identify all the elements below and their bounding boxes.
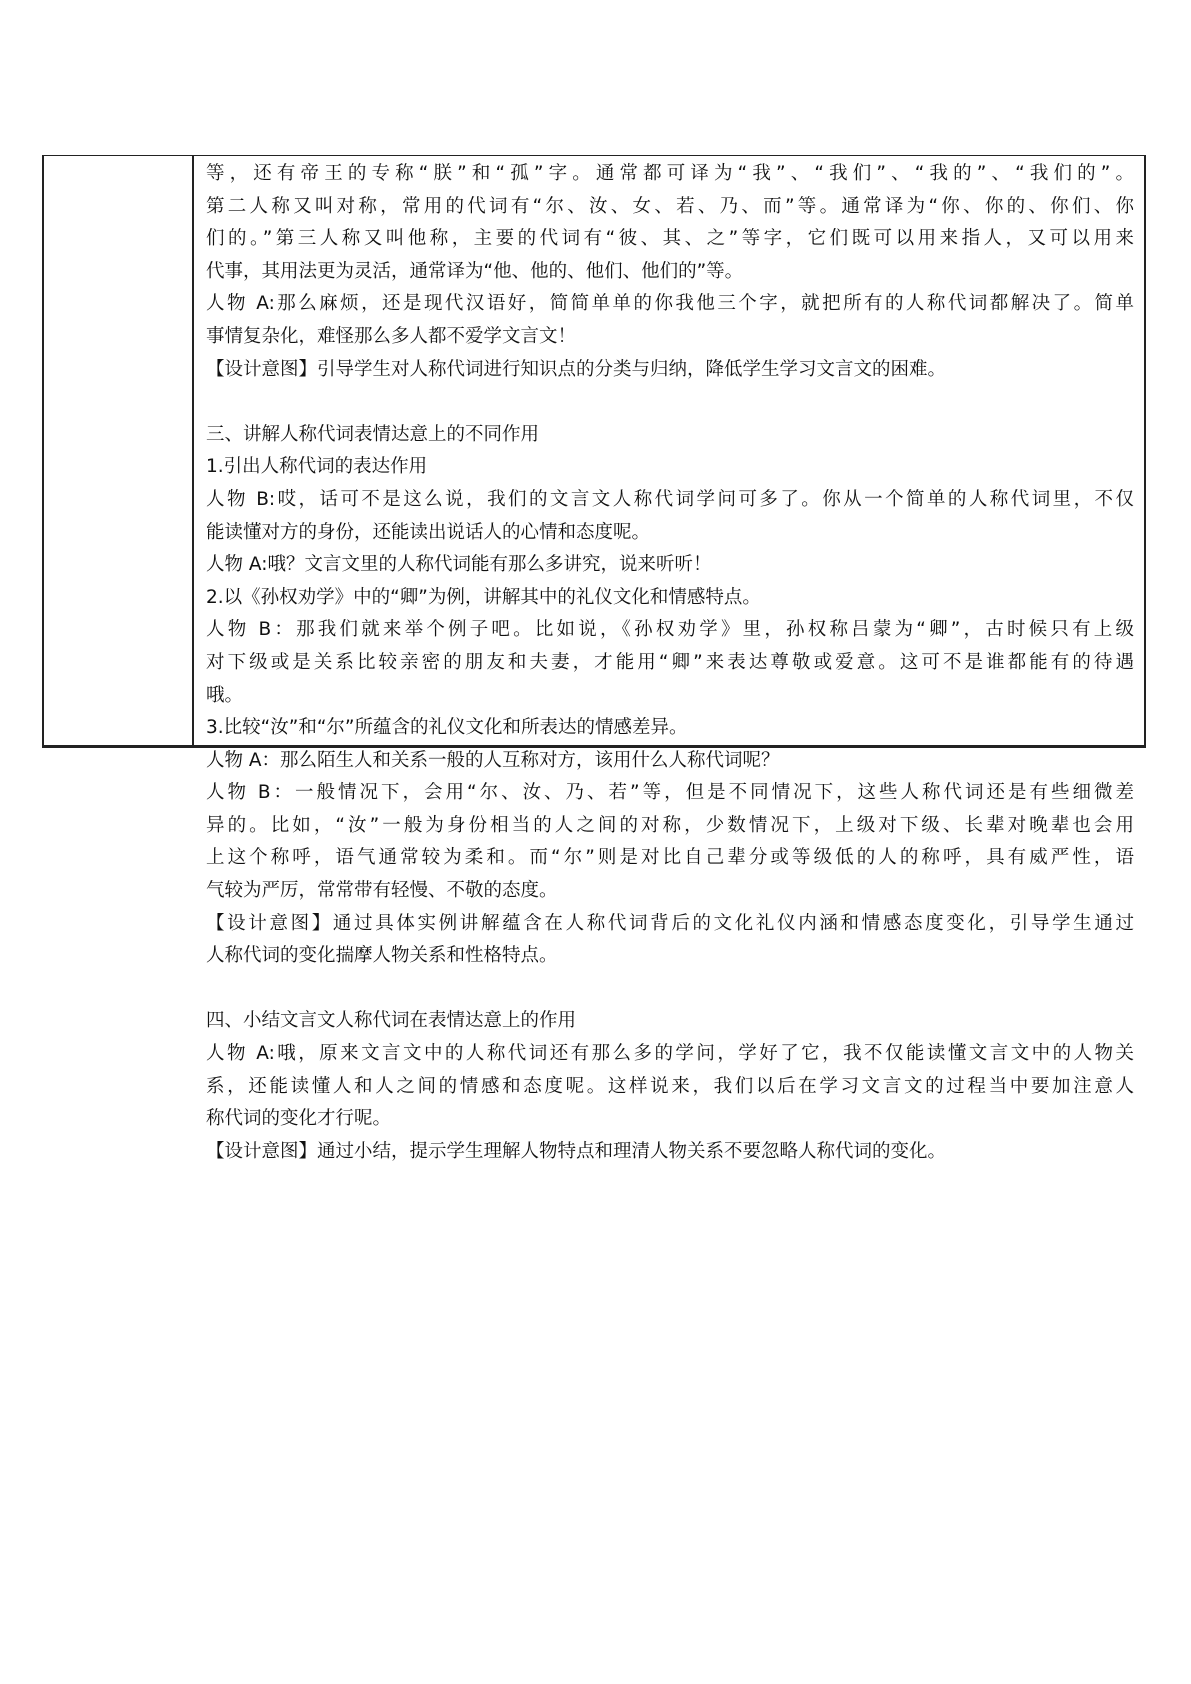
text-line: 人物 A:那么麻烦，还是现代汉语好，简简单单的你我他三个字，就把所有的人称代词都解决了。简单: [206, 293, 1134, 315]
text-line: 3.比较“汝”和“尔”所蕴含的礼仪文化和所表达的情感差异。: [206, 717, 688, 739]
text-line: 能读懂对方的身份，还能读出说话人的心情和态度呢。: [206, 521, 651, 543]
text-line: 2.以《孙权劝学》中的“卿”为例，讲解其中的礼仪文化和情感特点。: [206, 586, 761, 608]
text-line: 人物 A：那么陌生人和关系一般的人互称对方，该用什么人称代词呢？: [206, 749, 780, 771]
blank-line: [206, 973, 1134, 1006]
text-line: 系，还能读懂人和人之间的情感和态度呢。这样说来，我们以后在学习文言文的过程当中要加注意人: [206, 1075, 1134, 1097]
table-content-cell: [194, 156, 1144, 1162]
text-line: 【设计意图】引导学生对人称代词进行知识点的分类与归纳，降低学生学习文言文的困难。: [206, 358, 947, 380]
text-line: 1.引出人称代词的表达作用: [206, 456, 428, 478]
text-line: 人物 B：那我们就来举个例子吧。比如说，《孙权劝学》里，孙权称吕蒙为“卿”，古时候只有上级: [206, 619, 1134, 641]
text-line: 代事，其用法更为灵活，通常译为“他、他的、他们、他们的”等。: [206, 260, 744, 282]
text-line: 上这个称呼，语气通常较为柔和。而“尔”则是对比自己辈分或等级低的人的称呼，具有威严性，语: [206, 847, 1134, 869]
blank-line: [206, 386, 1134, 419]
text-line: 们的。”第三人称又叫他称，主要的代词有“彼、其、之”等字，它们既可以用来指人，又可以用来: [206, 228, 1134, 250]
text-line: 人称代词的变化揣摩人物关系和性格特点。: [206, 945, 558, 967]
text-line: 人物 A:哦，原来文言文中的人称代词还有那么多的学问，学好了它，我不仅能读懂文言文中的人物关: [206, 1043, 1134, 1065]
text-line: 对下级或是关系比较亲密的朋友和夫妻，才能用“卿”来表达尊敬或爱意。这可不是谁都能有的待遇: [206, 651, 1134, 673]
text-line: 人物 B：一般情况下，会用“尔、汝、乃、若”等，但是不同情况下，这些人称代词还是有些细微差: [206, 782, 1134, 804]
text-line: 三、讲解人称代词表情达意上的不同作用: [206, 423, 540, 445]
text-line: 【设计意图】通过具体实例讲解蕴含在人称代词背后的文化礼仪内涵和情感态度变化，引导学生通过: [206, 912, 1134, 934]
table-label-cell: [44, 156, 194, 745]
text-line: 气较为严厉，常常带有轻慢、不敬的态度。: [206, 880, 558, 902]
text-line: 哦。: [206, 684, 244, 706]
text-line: 事情复杂化，难怪那么多人都不爱学文言文！: [206, 325, 577, 347]
lesson-plan-table: [42, 155, 1146, 1162]
text-line: 第二人称又叫对称，常用的代词有“尔、汝、女、若、乃、而”等。通常译为“你、你的、你们、你: [206, 195, 1134, 217]
text-line: 人物 B:哎，话可不是这么说，我们的文言文人称代词学问可多了。你从一个简单的人称代词里，不仅: [206, 488, 1134, 510]
text-line: 等，还有帝王的专称“朕”和“孤”字。通常都可译为“我”、“我们”、“我的”、“我们的”。: [206, 163, 1134, 184]
text-line: 人物 A:哦？文言文里的人称代词能有那么多讲究，说来听听！: [206, 554, 712, 576]
text-line: 【设计意图】通过小结，提示学生理解人物特点和理清人物关系不要忽略人称代词的变化。: [206, 1140, 947, 1162]
text-line: 异的。比如，“汝”一般为身份相当的人之间的对称，少数情况下，上级对下级、长辈对晚辈也会用: [206, 814, 1134, 836]
text-line: 四、小结文言文人称代词在表情达意上的作用: [206, 1010, 577, 1032]
text-line: 称代词的变化才行呢。: [206, 1108, 392, 1130]
